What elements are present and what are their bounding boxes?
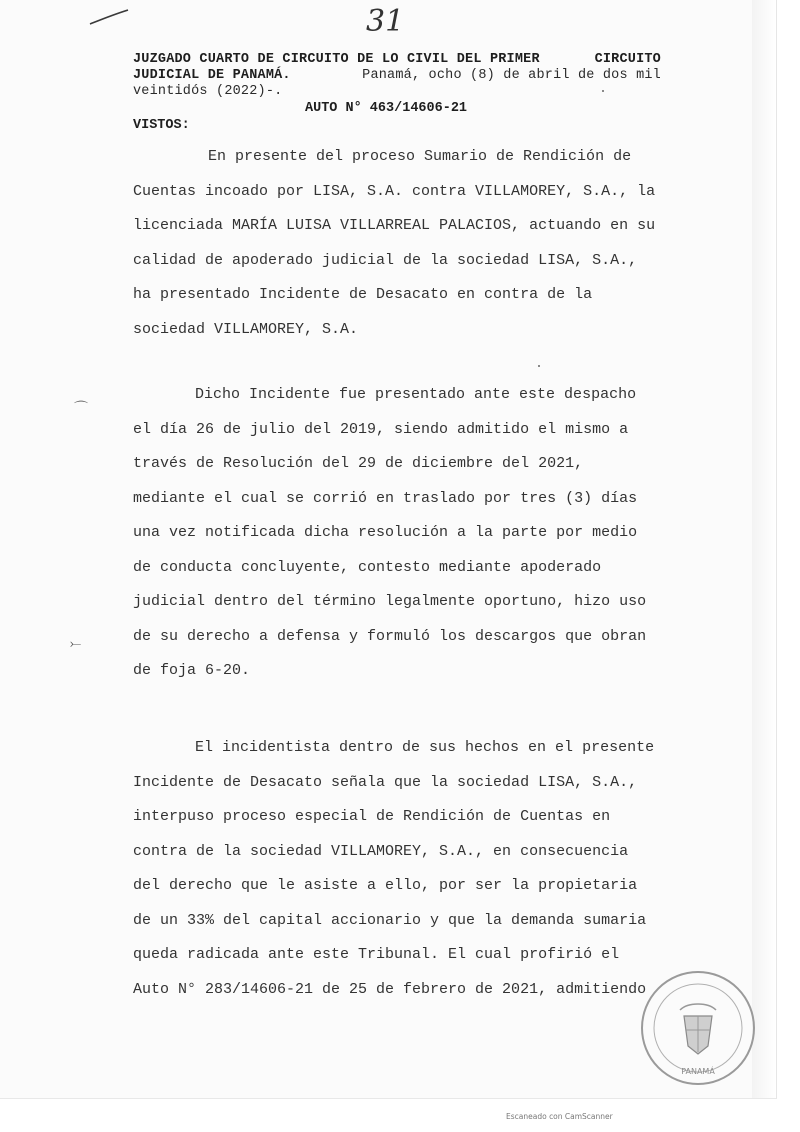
text-line: de conducta concluyente, contesto mediante apoderado (133, 558, 602, 576)
text-line: de su derecho a defensa y formuló los descargos que obran (133, 627, 647, 645)
text-line: el día 26 de julio del 2019, siendo admitido el mismo a (133, 420, 629, 438)
paragraph-2 (133, 378, 661, 689)
text-line: de un 33% del capital accionario y que la demanda sumaria (133, 911, 647, 929)
text-line: licenciada MARÍA LUISA VILLARREAL PALACIOS, actuando en su (133, 217, 656, 234)
header-line-2 (133, 68, 661, 84)
margin-tick-mark: ⌒ (74, 401, 88, 417)
scanner-watermark: Escaneado con CamScanner (506, 1112, 613, 1121)
date-year: veintidós (2022)-. (133, 84, 283, 99)
header-line-3 (133, 84, 661, 100)
text-line: interpuso proceso especial de Rendición de Cuentas en (133, 808, 611, 825)
paragraph-1 (133, 140, 661, 347)
text-line: Auto N° 283/14606-21 de 25 de febrero de 2021, admitiendo (133, 980, 647, 998)
text-line: Incidente de Desacato señala que la sociedad LISA, S.A., (133, 773, 638, 791)
text-line: mediante el cual se corrió en traslado por tres (3) días (133, 489, 638, 507)
vistos-heading: VISTOS: (133, 118, 190, 133)
header-line-1 (133, 52, 661, 68)
court-name-end: CIRCUITO (594, 52, 661, 67)
paragraph-3 (133, 731, 661, 1007)
text-line: de foja 6-20. (133, 662, 251, 679)
text-line: En presente del proceso Sumario de Rendición de (208, 148, 632, 165)
court-seal (636, 966, 760, 1090)
date-text: Panamá, ocho (8) de abril de dos mil (362, 68, 661, 83)
text-line: Dicho Incidente fue presentado ante este despacho (195, 386, 637, 403)
margin-tick-mark: ⤚ (70, 636, 82, 652)
court-name: JUZGADO CUARTO DE CIRCUITO DE LO CIVIL DEL PRIMER (133, 52, 540, 67)
scan-edge (752, 0, 776, 1098)
text-line: del derecho que le asiste a ello, por ser la propietaria (133, 877, 638, 894)
seal-lettering: PANAMÁ (681, 1067, 715, 1076)
text-line: Cuentas incoado por LISA, S.A. contra VILLAMOREY, S.A., la (133, 182, 656, 200)
text-line: sociedad VILLAMOREY, S.A. (133, 320, 359, 338)
court-header (133, 52, 661, 100)
pen-stroke-mark (88, 8, 130, 28)
folio-number: 31 (366, 4, 405, 39)
auto-number: AUTO N° 463/14606-21 (305, 101, 468, 116)
text-line: judicial dentro del término legalmente oportuno, hizo uso (133, 593, 647, 610)
court-jurisdiction: JUDICIAL DE PANAMÁ. (133, 68, 291, 83)
text-line: una vez notificada dicha resolución a la parte por medio (133, 524, 638, 541)
text-line: queda radicada ante este Tribunal. El cual profirió el (133, 946, 620, 963)
text-line: contra de la sociedad VILLAMOREY, S.A., en consecuencia (133, 842, 629, 860)
text-line: través de Resolución del 29 de diciembre del 2021, (133, 455, 584, 472)
scan-speck (538, 365, 540, 367)
text-line: ha presentado Incidente de Desacato en contra de la (133, 286, 593, 303)
text-line: El incidentista dentro de sus hechos en el presente (195, 739, 655, 756)
text-line: calidad de apoderado judicial de la sociedad LISA, S.A., (133, 251, 638, 269)
